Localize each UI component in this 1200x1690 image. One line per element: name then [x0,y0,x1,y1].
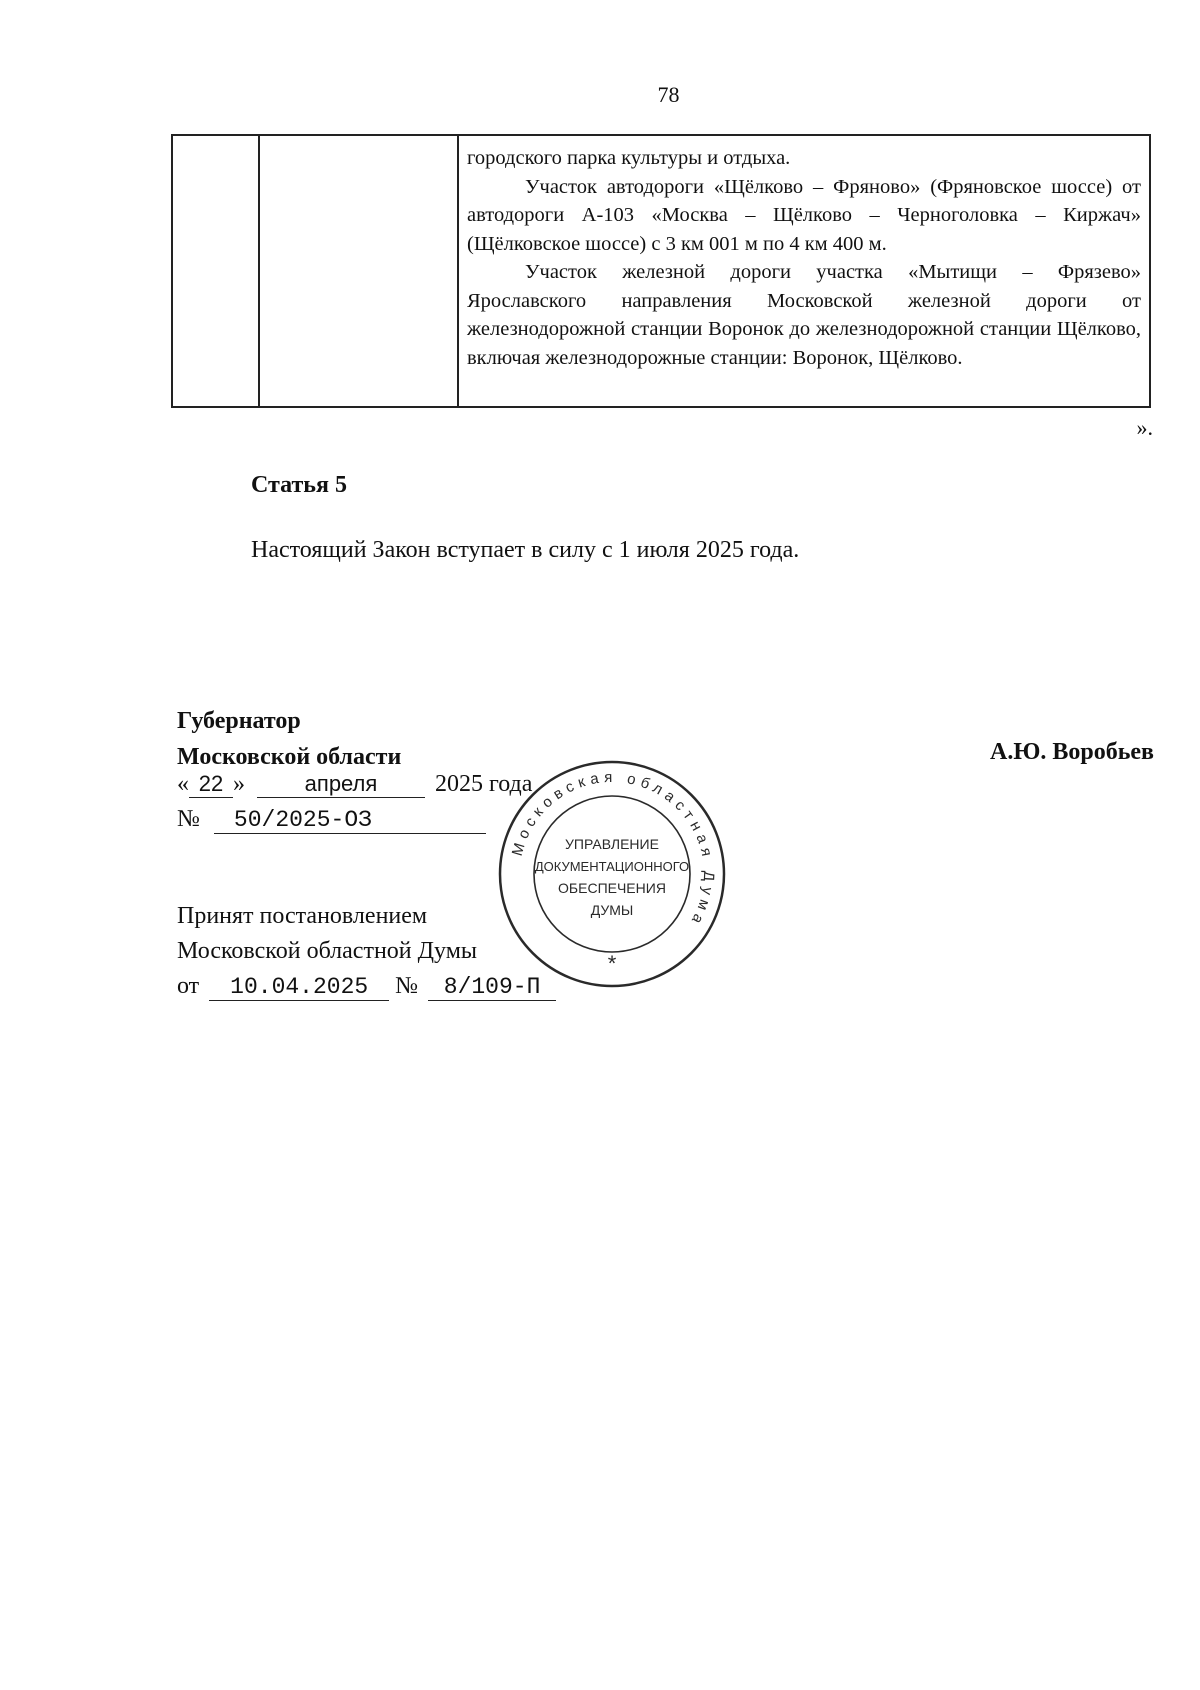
stamp-star: * [607,951,617,976]
signing-year: 2025 года [435,771,533,797]
adoption-line1: Принят постановлением [177,903,428,929]
table-text-paragraph: Участок автодороги «Щёлково – Фряново» (Фряновское шоссе) от автодороги А-103 «Москва – Щёлково – Черноголовка – Киржач» (Щёлковское шоссе) с 3 км 001 м по 4 км 400 м. [467,175,1141,255]
signing-month: апреля [257,771,425,798]
governor-name: А.Ю. Воробьев [989,739,1154,765]
article-text: Настоящий Закон вступает в силу с 1 июля 2025 года. [251,537,800,563]
law-number-value: 50/2025-ОЗ [214,807,486,834]
table-column-1 [173,136,260,406]
date-open-quote: « [177,771,189,797]
table-text-line: городского парка культуры и отдыха. [467,147,791,169]
article-title: Статья 5 [251,472,347,498]
governor-title-line2: Московской области [177,744,402,770]
adoption-from-label: от [177,973,200,999]
signing-date [177,771,532,798]
governor-title [177,703,401,775]
stamp-center-line4: ДУМЫ [590,902,634,918]
adoption-line2: Московской областной Думы [177,938,477,964]
number-sign: № [177,806,200,832]
table-column-3 [459,136,1149,406]
adoption-number: 8/109-П [428,974,556,1001]
table-column-2 [260,136,459,406]
stamp-ring-text: Московская областная Дума [508,768,718,931]
stamp-inner-ring [534,796,690,952]
stamp-center-line2: ДОКУМЕНТАЦИОННОГО [534,859,690,874]
document-table [171,134,1151,408]
adoption-date: 10.04.2025 [209,974,389,1001]
law-number [177,806,486,834]
table-text-paragraph: Участок железной дороги участка «Мытищи – Фрязево» Ярославского направления Московской железной дороги от железнодорожной станции Воронок до железнодорожной станции Щёлково, включая железнодорожные станции: Воронок, Щёлково. [467,261,1141,369]
date-close-quote: » [233,771,245,797]
adoption-number-sign: № [395,973,419,999]
stamp-center-line1: УПРАВЛЕНИЕ [565,836,659,852]
official-stamp [497,759,727,989]
signing-day: 22 [189,771,233,798]
page-number: 78 [657,82,680,107]
stamp-center-line3: ОБЕСПЕЧЕНИЯ [558,880,666,896]
governor-title-line1: Губернатор [177,708,301,734]
closing-quote: ». [1136,415,1153,440]
